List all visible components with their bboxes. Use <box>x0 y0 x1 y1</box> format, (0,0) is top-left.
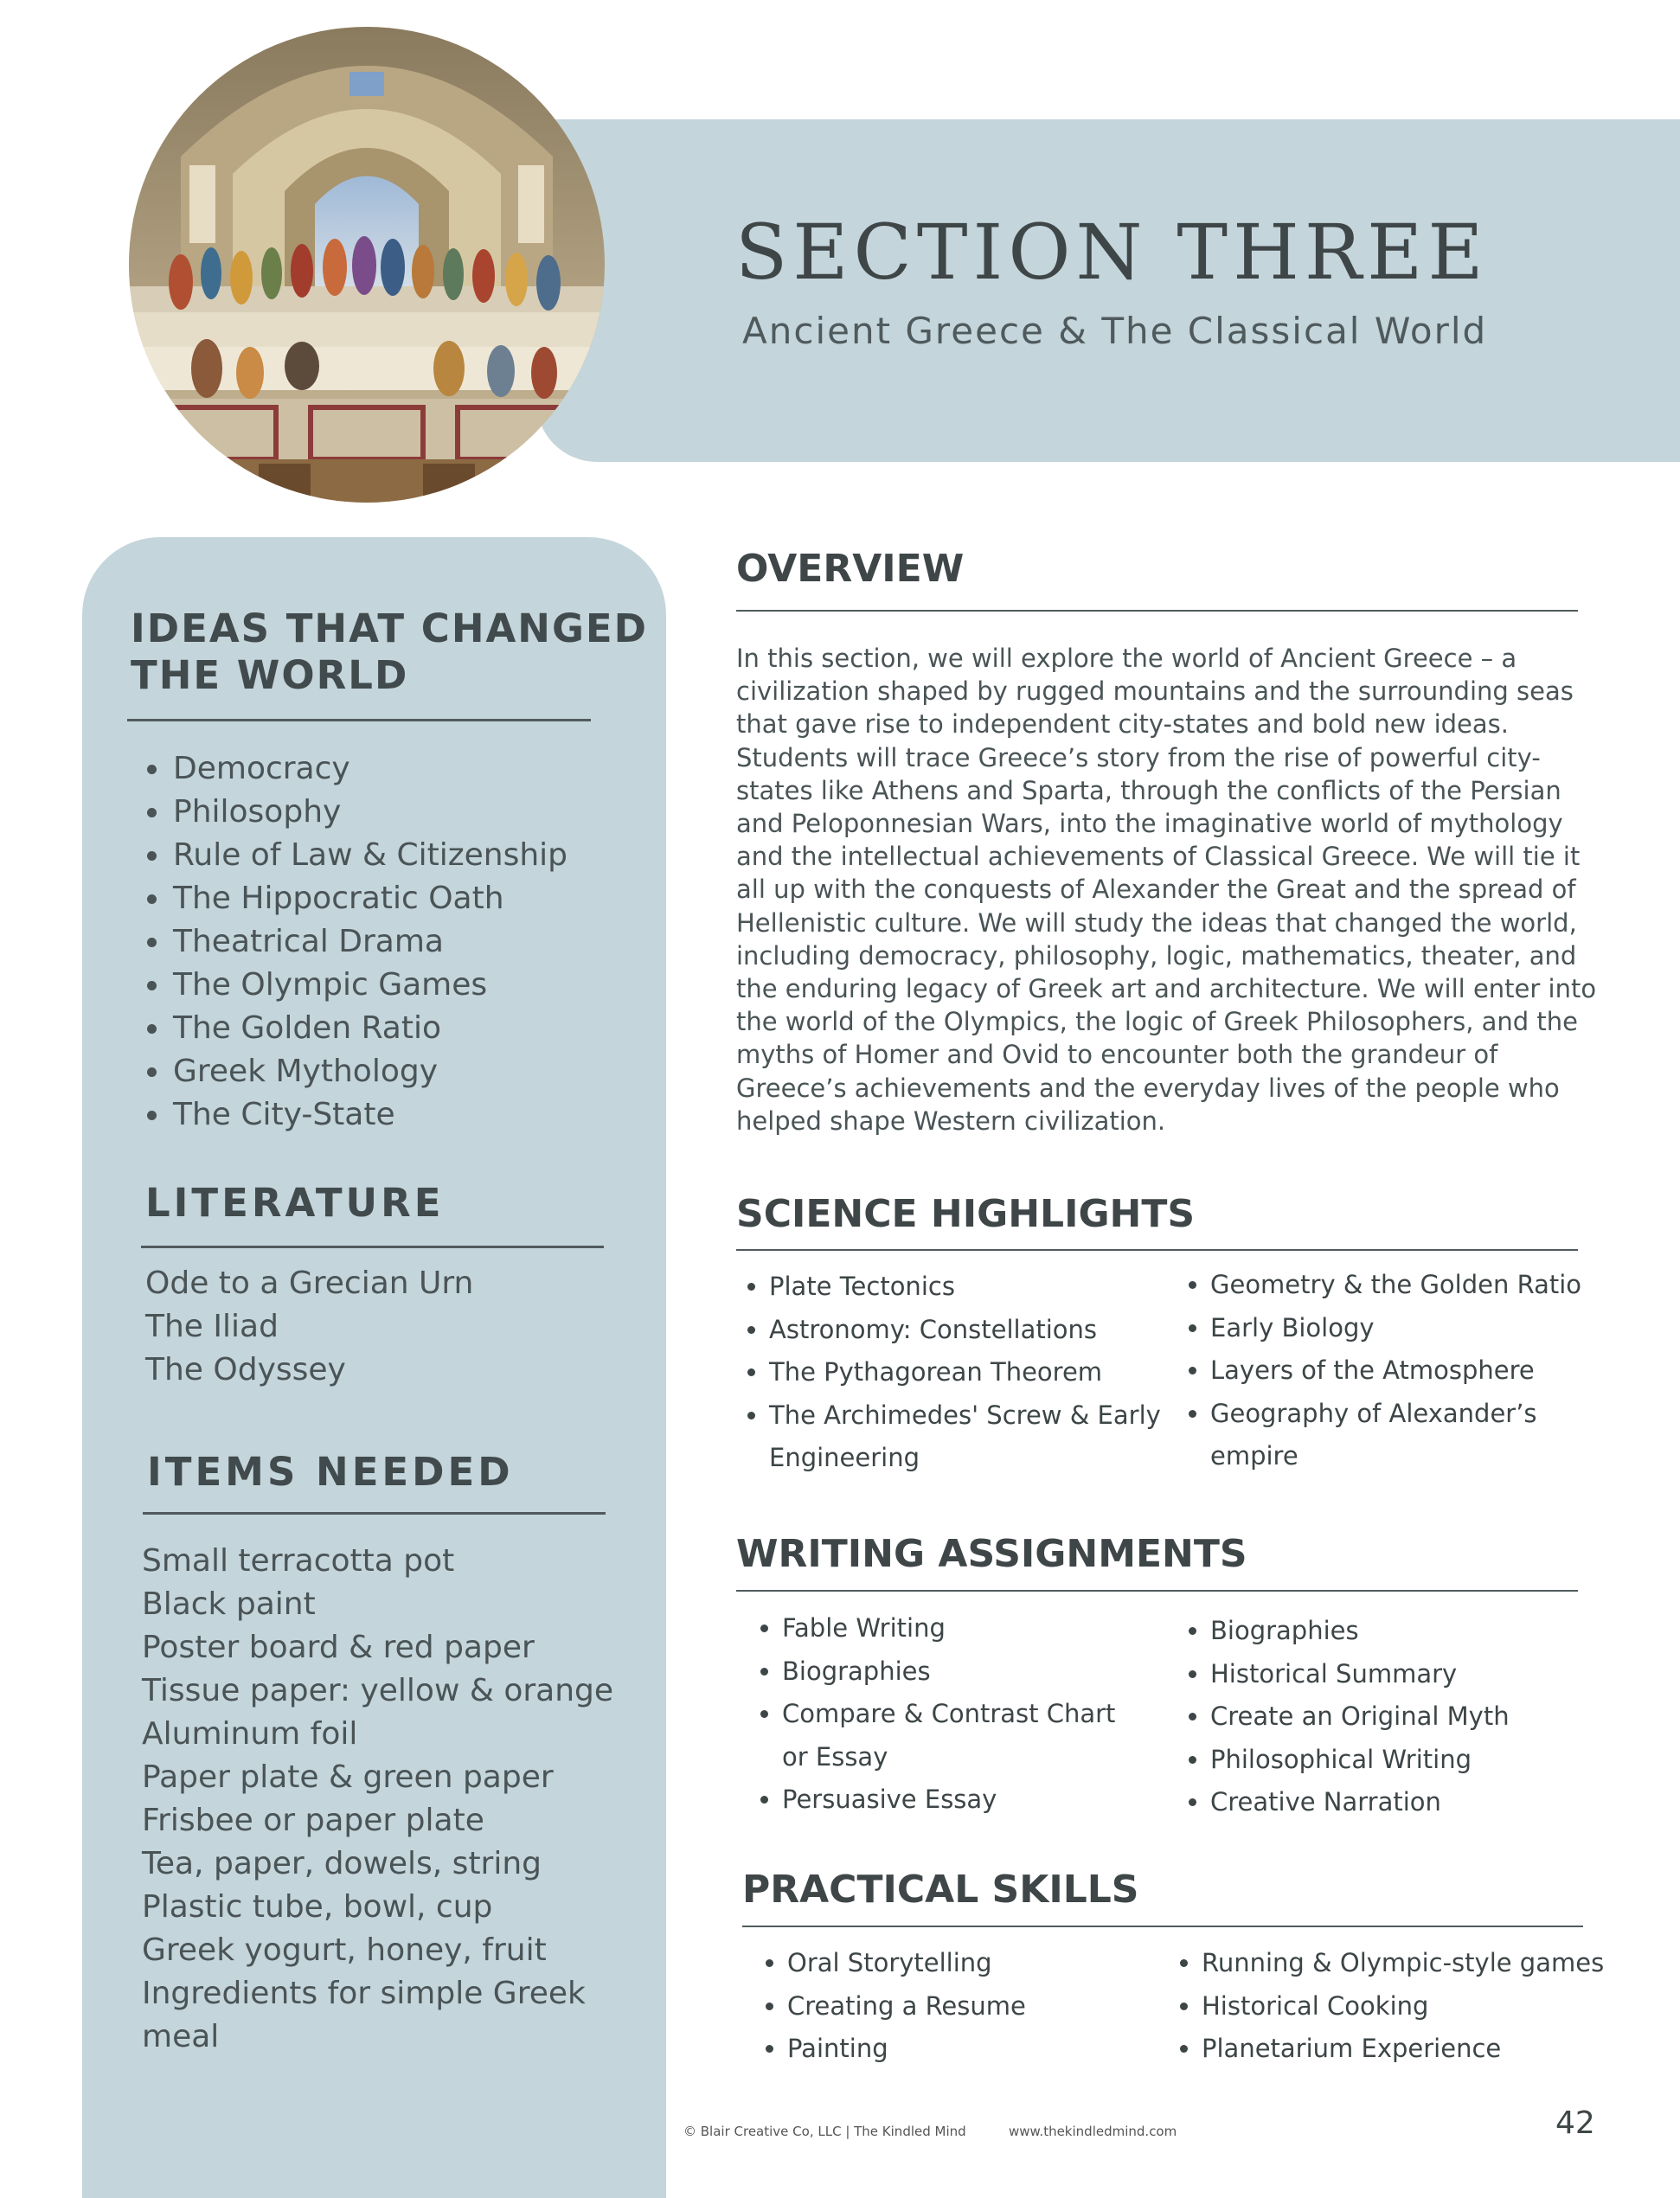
section-subtitle: Ancient Greece & The Classical World <box>742 310 1488 352</box>
overview-line: Students will trace Greece’s story from the rise of powerful city- <box>736 742 1541 772</box>
overview-line: all up with the conquests of Alexander the Great and the spread of <box>736 875 1576 905</box>
writing-item: • Create an Original Myth <box>1210 1695 1625 1739</box>
literature-item: Ode to a Grecian Urn <box>145 1266 474 1301</box>
overview-line: and Peloponnesian Wars, into the imaginative world of mythology <box>736 809 1563 839</box>
writing-item: • Biographies <box>1210 1610 1625 1653</box>
section-title: SECTION THREE <box>735 208 1489 297</box>
literature-list <box>145 1262 630 1392</box>
practical-list-left <box>754 1942 1185 2071</box>
overview-line: the world of the Olympics, the logic of Greek Philosophers, and the <box>736 1007 1579 1037</box>
page-number: 42 <box>1555 2105 1595 2141</box>
item-needed: Tea, paper, dowels, string <box>142 1846 542 1881</box>
footer-url[interactable]: www.thekindledmind.com <box>1009 2124 1177 2139</box>
overview-line: myths of Homer and Ovid to encounter both the grandeur of <box>736 1040 1498 1070</box>
practical-list-right <box>1169 1942 1680 2071</box>
writing-item: • Compare & Contrast Chart or Essay <box>782 1693 1145 1778</box>
practical-item: • Running & Olympic-style games <box>1202 1942 1680 1985</box>
item-needed: Black paint <box>142 1586 316 1622</box>
overview-line: and the intellectual achievements of Classical Greece. We will tie it <box>736 842 1581 872</box>
writing-item: • Philosophical Writing <box>1210 1739 1625 1782</box>
literature-heading: LITERATURE <box>145 1180 445 1226</box>
items-heading: ITEMS NEEDED <box>147 1449 514 1495</box>
idea-item: • Philosophy <box>171 791 682 834</box>
item-needed: Tissue paper: yellow & orange <box>142 1673 614 1708</box>
items-rule <box>143 1512 606 1515</box>
item-needed: Frisbee or paper plate <box>142 1803 484 1838</box>
overview-line: In this section, we will explore the world of Ancient Greece – a <box>736 644 1517 673</box>
practical-item: • Planetarium Experience <box>1202 2028 1680 2071</box>
idea-item: • Theatrical Drama <box>171 920 682 964</box>
writing-list-right <box>1177 1610 1625 1824</box>
overview-heading: OVERVIEW <box>736 547 965 591</box>
science-item: • Astronomy: Constellations <box>769 1309 1184 1352</box>
item-needed: Ingredients for simple Greek meal <box>142 1976 586 2054</box>
overview-body <box>736 642 1597 1137</box>
science-item: • The Archimedes' Screw & Early Engineering <box>769 1394 1184 1480</box>
science-item: • Early Biology <box>1210 1307 1625 1350</box>
writing-item: • Biographies <box>782 1650 1145 1694</box>
overview-line: Greece’s achievements and the everyday lives of the people who <box>736 1073 1560 1103</box>
idea-item: • Rule of Law & Citizenship <box>171 834 682 877</box>
practical-rule <box>742 1926 1583 1927</box>
school-of-athens-image <box>129 27 605 503</box>
literature-item: The Iliad <box>145 1309 279 1344</box>
science-item: • Layers of the Atmosphere <box>1210 1349 1625 1393</box>
overview-line: Hellenistic culture. We will study the ideas that changed the world, <box>736 907 1577 938</box>
overview-line: states like Athens and Sparta, through the conflicts of the Persian <box>736 775 1561 805</box>
overview-rule <box>736 610 1578 612</box>
science-item: • Geography of Alexander’s empire <box>1210 1393 1625 1478</box>
science-item: • The Pythagorean Theorem <box>769 1351 1184 1394</box>
overview-line: civilization shaped by rugged mountains and the surrounding seas <box>736 676 1574 707</box>
writing-item: • Historical Summary <box>1210 1653 1625 1696</box>
science-rule <box>736 1249 1578 1251</box>
science-list-right <box>1177 1264 1625 1478</box>
overview-line: helped shape Western civilization. <box>736 1105 1166 1136</box>
idea-item: • The Hippocratic Oath <box>171 877 682 920</box>
writing-heading: WRITING ASSIGNMENTS <box>736 1532 1247 1576</box>
practical-item: • Historical Cooking <box>1202 1985 1680 2028</box>
practical-item: • Painting <box>787 2028 1185 2071</box>
science-heading: SCIENCE HIGHLIGHTS <box>736 1192 1196 1236</box>
science-list-left <box>736 1266 1184 1480</box>
overview-line: that gave rise to independent city-states and bold new ideas. <box>736 709 1509 740</box>
writing-list-left <box>749 1607 1145 1822</box>
ideas-rule <box>127 719 591 721</box>
item-needed: Small terracotta pot <box>142 1543 455 1579</box>
overview-line: including democracy, philosophy, logic, mathematics, theater, and <box>736 940 1577 971</box>
item-needed: Poster board & red paper <box>142 1630 535 1665</box>
idea-item: • The Golden Ratio <box>171 1007 682 1050</box>
ideas-heading: IDEAS THAT CHANGED THE WORLD <box>131 606 648 698</box>
footer-copyright: © Blair Creative Co, LLC | The Kindled Mind <box>683 2124 966 2139</box>
idea-item: • Democracy <box>171 747 682 791</box>
item-needed: Paper plate & green paper <box>142 1759 554 1795</box>
literature-item: The Odyssey <box>145 1352 346 1387</box>
practical-item: • Oral Storytelling <box>787 1942 1185 1985</box>
literature-rule <box>141 1246 604 1248</box>
items-list <box>142 1540 635 2059</box>
practical-heading: PRACTICAL SKILLS <box>742 1868 1139 1912</box>
science-item: • Plate Tectonics <box>769 1266 1184 1309</box>
ideas-list <box>130 747 682 1137</box>
writing-rule <box>736 1590 1578 1592</box>
idea-item: • The City-State <box>171 1093 682 1137</box>
item-needed: Aluminum foil <box>142 1716 358 1752</box>
idea-item: • The Olympic Games <box>171 964 682 1007</box>
practical-item: • Creating a Resume <box>787 1985 1185 2028</box>
science-item: • Geometry & the Golden Ratio <box>1210 1264 1625 1307</box>
writing-item: • Creative Narration <box>1210 1781 1625 1824</box>
item-needed: Greek yogurt, honey, fruit <box>142 1932 547 1968</box>
writing-item: • Fable Writing <box>782 1607 1145 1650</box>
idea-item: • Greek Mythology <box>171 1050 682 1093</box>
overview-line: the enduring legacy of Greek art and architecture. We will enter into <box>736 974 1597 1004</box>
writing-item: • Persuasive Essay <box>782 1778 1145 1822</box>
item-needed: Plastic tube, bowl, cup <box>142 1889 493 1925</box>
